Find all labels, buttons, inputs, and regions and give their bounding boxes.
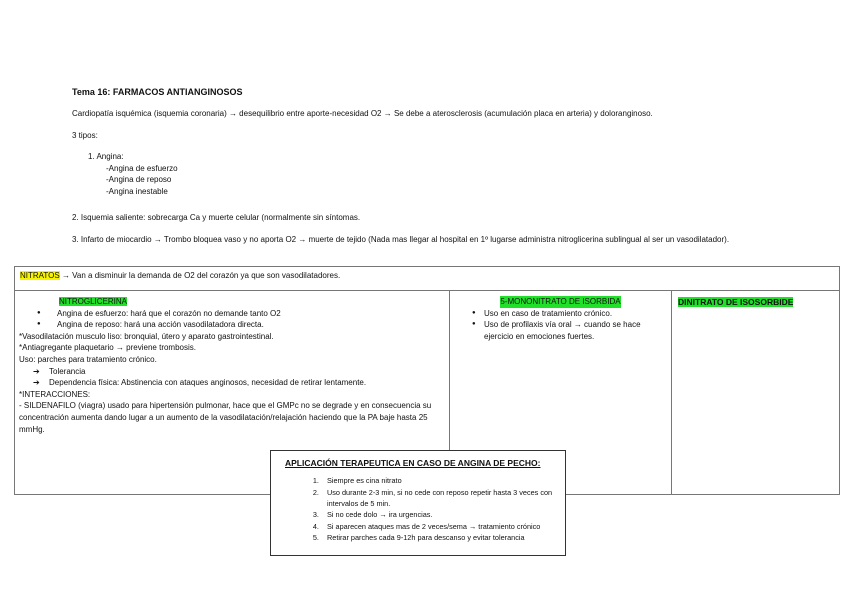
mononitrato-bullet: ● Uso de profilaxis vía oral → cuando se hace ejercicio en emociones fuertes. — [472, 319, 665, 342]
infarto-paragraph: 3. Infarto de miocardio → Trombo bloquea vaso y no aporta O2 → muerte de tejido (Nada mas llegar al hospital en 1º lugarse administra nitroglicerina sublingual al ser un vasodilatador). — [72, 235, 730, 244]
aplicacion-item: 2. Uso durante 2-3 min, si no cede con reposo repetir hasta 3 veces con intervalos de 5 min. — [321, 487, 557, 510]
nitro-line: - SILDENAFILO (viagra) usado para hipertensión pulmonar, hace que el GMPc no se degrade y en consecuencia su concentración aumenta dando lugar a un aumento de la vasodilatación/relajación haciendo que la PA baje hasta 25 mmHg. — [19, 401, 432, 434]
title-text: FARMACOS ANTIANGINOSOS — [112, 87, 243, 97]
page-title — [72, 86, 243, 99]
mononitrato-bullet: ● Uso en caso de tratamiento crónico. — [472, 308, 665, 320]
nitro-line: *Antiagregante plaquetario → previene trombosis. — [19, 343, 196, 353]
isquemia-paragraph: 2. Isquemia saliente: sobrecarga Ca y muerte celular (normalmente sin síntomas. — [72, 213, 361, 222]
aplicacion-item: 1. Siempre es cina nitrato — [321, 475, 557, 486]
arrow-item: ➔ Dependencia física: Abstinencia con ataques anginosos, necesidad de retirar lentamente. — [33, 378, 367, 388]
aplicacion-item: 4. Si aparecen ataques mas de 2 veces/sema → tratamiento crónico — [321, 521, 557, 532]
nitroglicerina-bullet: ● Angina de reposo: hará una acción vasodilatadora directa. — [19, 319, 445, 331]
nitratos-label: NITRATOS — [20, 271, 60, 280]
title-prefix: Tema 16: — [72, 87, 111, 97]
types-label: 3 tipos: — [72, 131, 98, 140]
angina-item: -Angina de reposo — [106, 175, 172, 185]
nitroglicerina-header: NITROGLICERINA — [59, 297, 128, 306]
angina-item: -Angina inestable — [106, 186, 168, 196]
dinitrato-column — [672, 291, 839, 494]
aplicacion-title: APLICACIÓN TERAPEUTICA EN CASO DE ANGINA DE PECHO: — [285, 458, 541, 468]
arrow-item: ➔ Tolerancia — [33, 366, 86, 376]
angina-item: -Angina de esfuerzo — [106, 163, 178, 173]
aplicacion-item: 5. Retirar parches cada 9-12h para descanso y evitar tolerancia — [321, 532, 557, 543]
nitro-line: Uso: parches para tratamiento crónico. — [19, 354, 157, 364]
mononitrato-header: 5-MONONITRATO DE ISORBIDA — [500, 297, 621, 306]
nitratos-row — [15, 267, 839, 291]
aplicacion-item: 3. Si no cede dolo → ira urgencias. — [321, 509, 557, 520]
dinitrato-header: DINITRATO DE ISOSORBIDE — [678, 297, 794, 307]
intro-paragraph: Cardiopatía isquémica (isquemia coronaria) → desequilibrio entre aporte-necesidad O2 → Se debe a aterosclerosis (acumulación placa en arteria) y doloranginoso. — [72, 109, 653, 118]
arrow-icon: ➔ — [33, 366, 40, 376]
nitro-line: *Vasodilatación musculo liso: bronquial, útero y aparato gastrointestinal. — [19, 331, 274, 341]
angina-title: 1. Angina: — [88, 152, 124, 161]
angina-list — [88, 151, 178, 197]
nitro-line: *INTERACCIONES: — [19, 389, 91, 399]
nitratos-text: → Van a disminuir la demanda de O2 del corazón ya que son vasodilatadores. — [59, 271, 341, 280]
nitroglicerina-bullet: ● Angina de esfuerzo: hará que el corazón no demande tanto O2 — [19, 308, 445, 320]
arrow-icon: ➔ — [33, 378, 40, 388]
aplicacion-box — [270, 450, 566, 556]
